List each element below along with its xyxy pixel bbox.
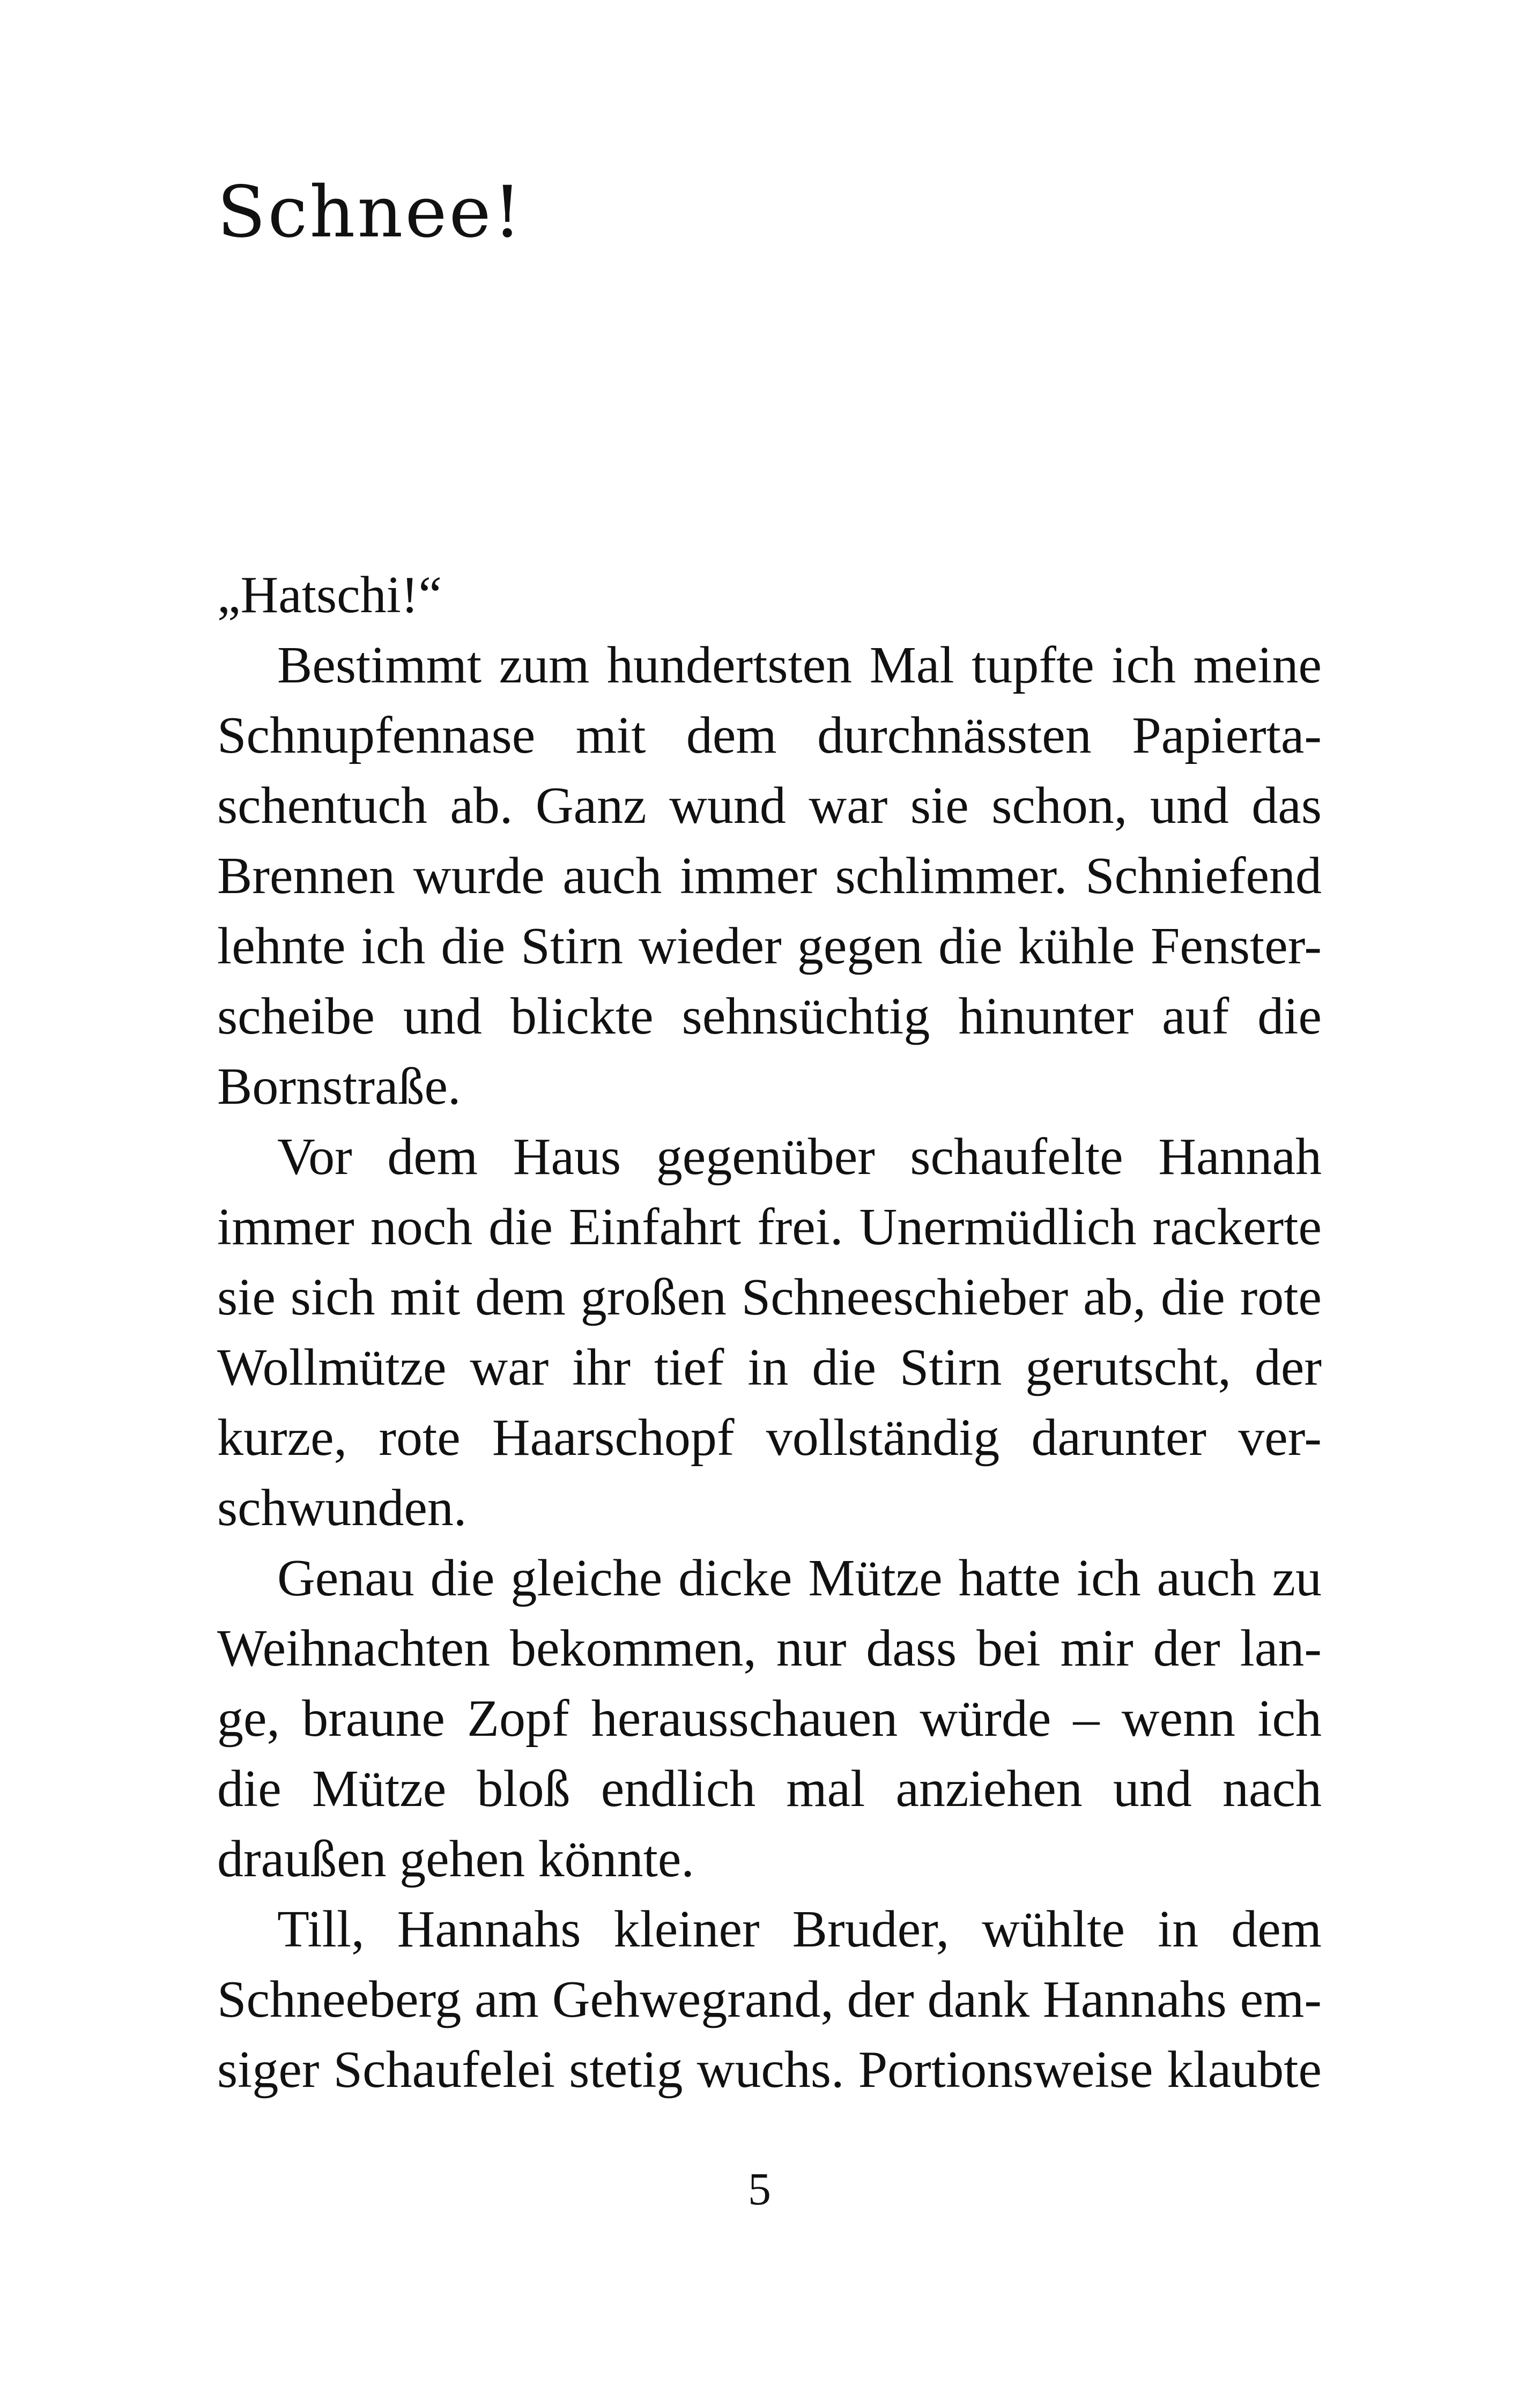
text-line: Bornstraße.	[217, 1058, 461, 1116]
text-line: Wollmütze war ihr tief in die Stirn gerutscht, der	[217, 1339, 1322, 1396]
text-line: Vor dem Haus gegenüber schaufelte Hannah	[277, 1128, 1322, 1186]
text-line: Brennen wurde auch immer schlimmer. Schniefend	[217, 847, 1322, 905]
text-line: schentuch ab. Ganz wund war sie schon, und das	[217, 777, 1322, 835]
text-line: „Hatschi!“	[217, 566, 442, 624]
text-line: immer noch die Einfahrt frei. Unermüdlich rackerte	[217, 1198, 1322, 1256]
text-line: Genau die gleiche dicke Mütze hatte ich auch zu	[277, 1549, 1322, 1607]
text-line: siger Schaufelei stetig wuchs. Portionsweise klaubte	[217, 2041, 1322, 2099]
text-line: Till, Hannahs kleiner Bruder, wühlte in dem	[277, 1900, 1322, 1958]
chapter-title: Schnee!	[217, 171, 524, 254]
text-line: schwunden.	[217, 1479, 467, 1537]
text-line: kurze, rote Haarschopf vollständig darunter ver-	[217, 1409, 1322, 1467]
text-line: die Mütze bloß endlich mal anziehen und nach	[217, 1760, 1322, 1818]
text-line: Bestimmt zum hundertsten Mal tupfte ich meine	[277, 636, 1322, 694]
text-line: draußen gehen könnte.	[217, 1830, 694, 1888]
text-line: scheibe und blickte sehnsüchtig hinunter auf die	[217, 987, 1322, 1045]
text-line: sie sich mit dem großen Schneeschieber ab, die rote	[217, 1268, 1322, 1326]
text-line: lehnte ich die Stirn wieder gegen die kühle Fenster-	[217, 917, 1322, 975]
text-line: Schnupfennase mit dem durchnässten Papierta-	[217, 707, 1322, 764]
body-text	[217, 560, 1322, 2105]
text-line: ge, braune Zopf herausschauen würde – wenn ich	[217, 1690, 1322, 1748]
text-line: Weihnachten bekommen, nur dass bei mir der lan-	[217, 1619, 1322, 1677]
text-line: Schneeberg am Gehwegrand, der dank Hannahs em-	[217, 1971, 1322, 2028]
page-number: 5	[748, 2163, 771, 2214]
